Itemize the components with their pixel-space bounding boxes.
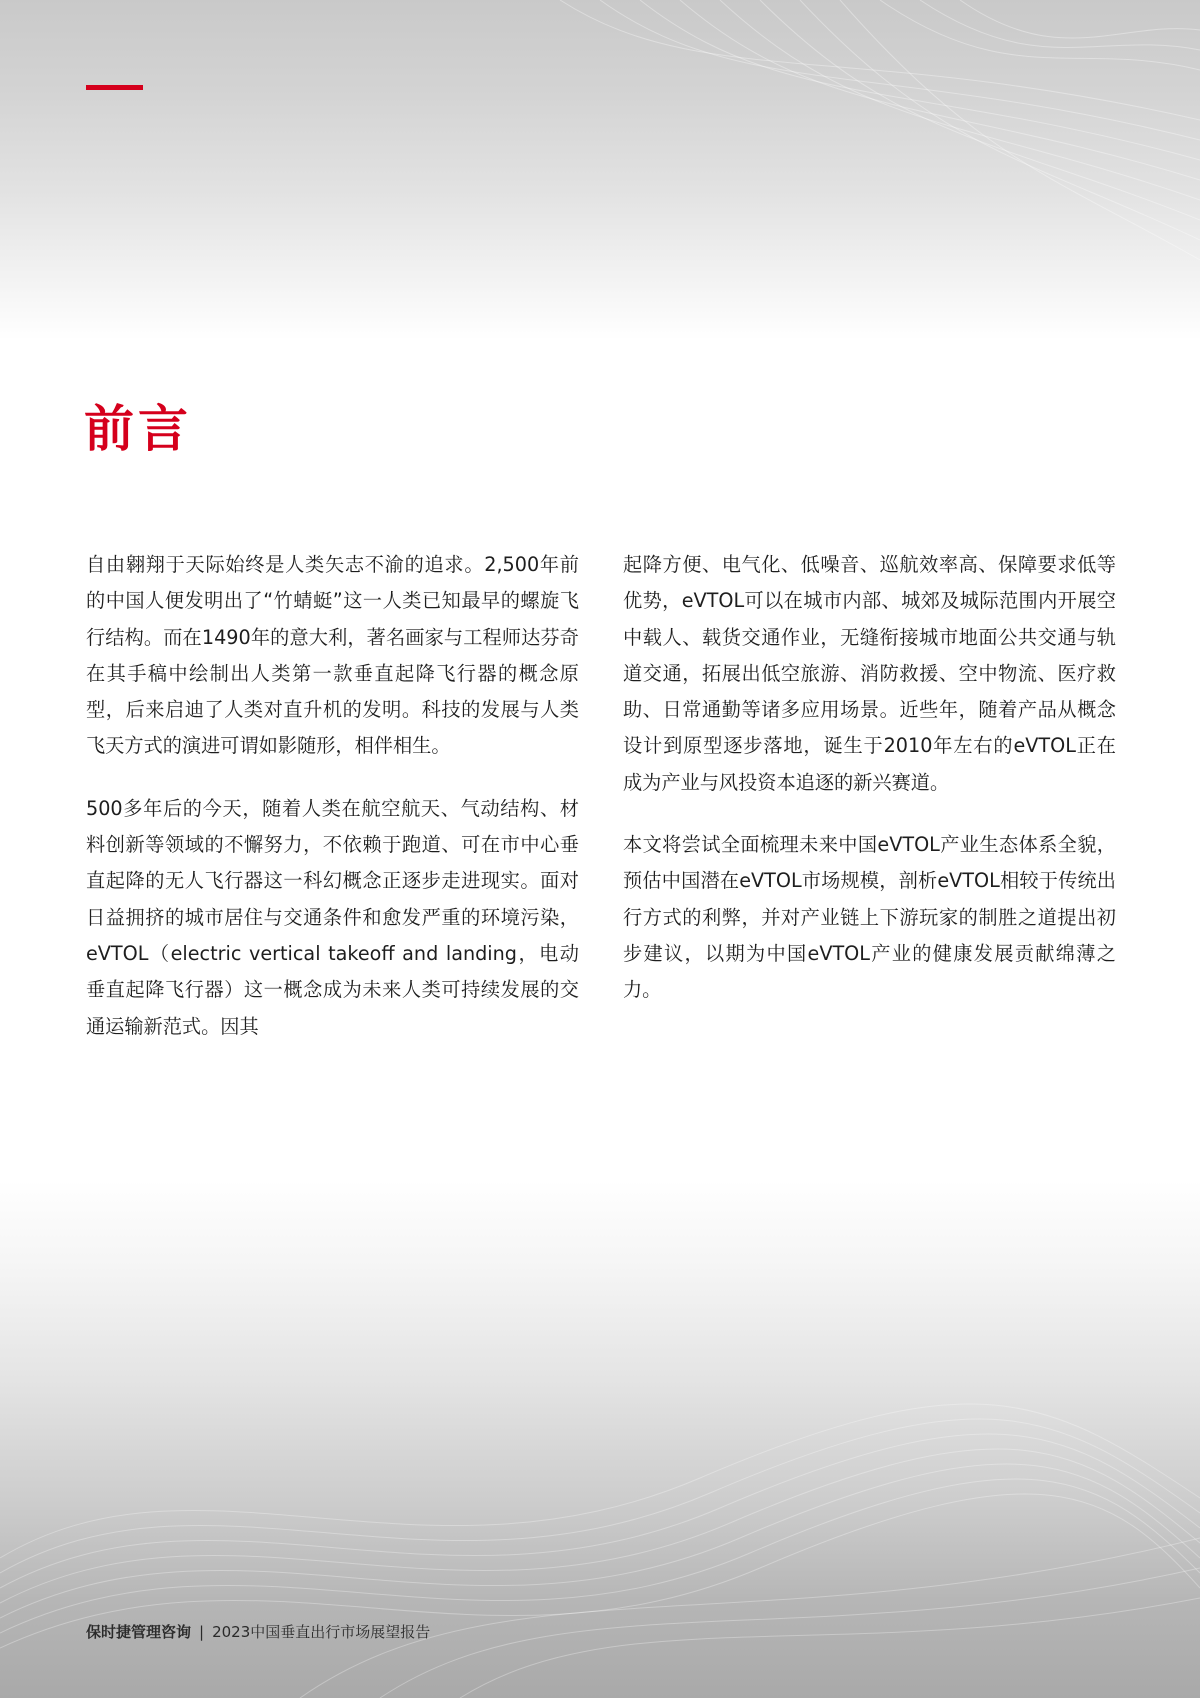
paragraph: 起降方便、电气化、低噪音、巡航效率高、保障要求低等优势，eVTOL可以在城市内部、城郊及城际范围内开展空中载人、载货交通作业，无缝衔接城市地面公共交通与轨道交通，拓展出低空旅游、消防救援、空中物流、医疗救助、日常通勤等诸多应用场景。近些年，随着产品从概念设计到原型逐步落地，诞生于2010年左右的eVTOL正在成为产业与风投资本追逐的新兴赛道。 <box>623 553 1116 794</box>
paragraph: 500多年后的今天，随着人类在航空航天、气动结构、材料创新等领域的不懈努力，不依赖于跑道、可在市中心垂直起降的无人飞行器这一科幻概念正逐步走进现实。面对日益拥挤的城市居住与交通条件和愈发严重的环境污染，eVTOL（electric vertical takeoff and landing，电动垂直起降飞行器）这一概念成为未来人类可持续发展的交通运输新范式。因其 <box>86 796 579 1038</box>
text-column-left <box>86 547 579 1071</box>
paragraph: 本文将尝试全面梳理未来中国eVTOL产业生态体系全貌，预估中国潜在eVTOL市场规模，剖析eVTOL相较于传统出行方式的利弊，并对产业链上下游玩家的制胜之道提出初步建议，以期为中国eVTOL产业的健康发展贡献绵薄之力。 <box>623 833 1116 1002</box>
decorative-wave-lines-top <box>0 0 1200 340</box>
footer-report-title: 2023中国垂直出行市场展望报告 <box>212 1623 431 1641</box>
title-accent-bar <box>86 85 143 90</box>
footer-brand: 保时捷管理咨询 <box>86 1623 192 1641</box>
page-title: 前言 <box>84 400 192 458</box>
page-footer <box>86 1621 430 1642</box>
paragraph: 自由翱翔于天际始终是人类矢志不渝的追求。2,500年前的中国人便发明出了“竹蜻蜓”这一人类已知最早的螺旋飞行结构。而在1490年的意大利，著名画家与工程师达芬奇在其手稿中绘制出人类第一款垂直起降飞行器的概念原型，后来启迪了人类对直升机的发明。科技的发展与人类飞天方式的演进可谓如影随形，相伴相生。 <box>86 553 579 758</box>
text-column-right <box>623 547 1116 1035</box>
footer-separator: | <box>199 1623 205 1641</box>
decorative-wave-lines-bottom <box>0 1178 1200 1698</box>
